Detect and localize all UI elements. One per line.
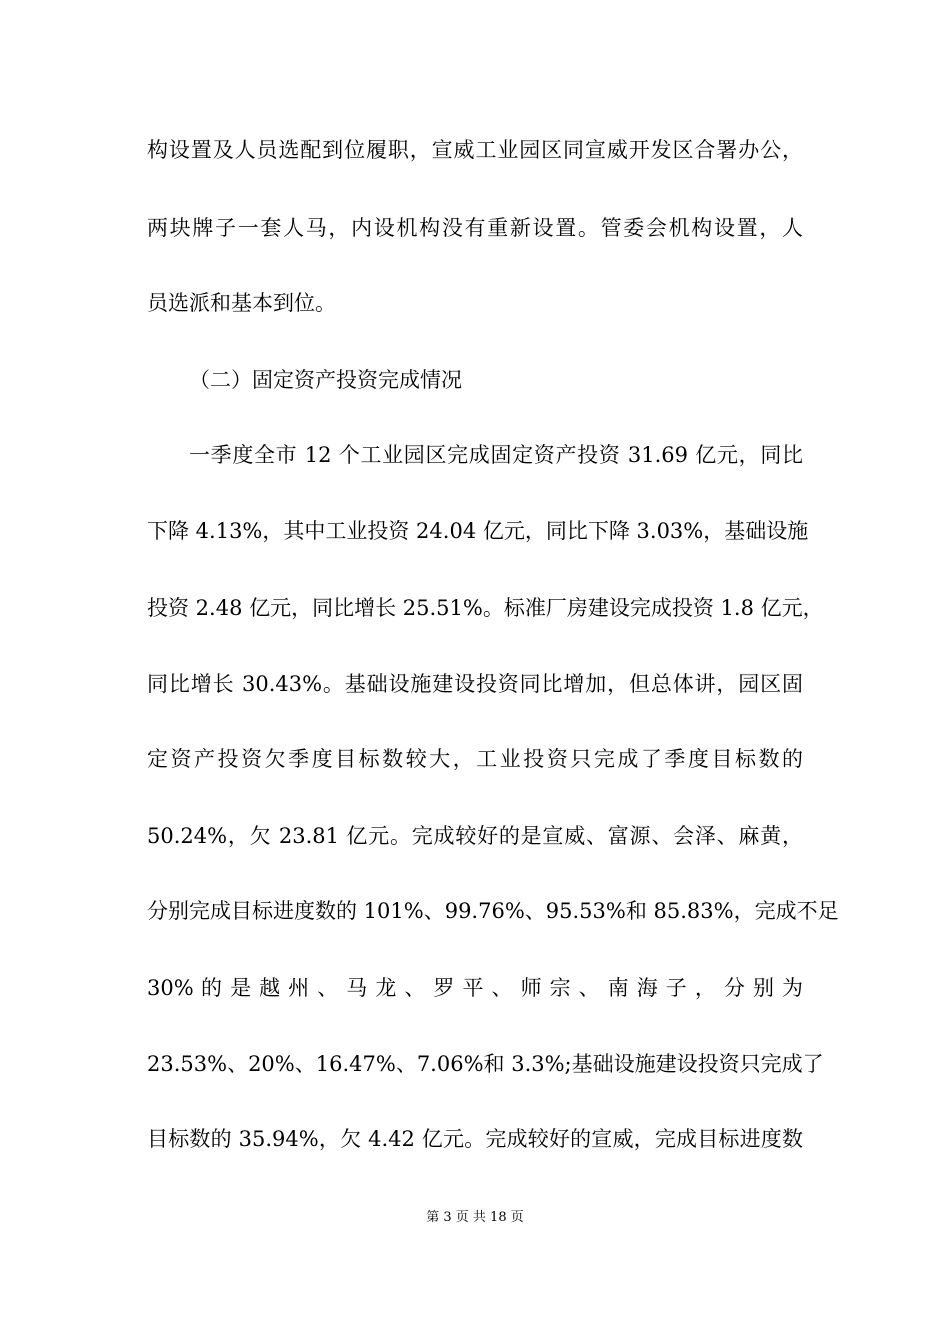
paragraph-line: 构设置及人员选配到位履职，宣威工业园区同宣威开发区合署办公， [147, 138, 803, 162]
paragraph-line: 两块牌子一套人马，内设机构没有重新设置。管委会机构设置，人 [147, 216, 803, 240]
paragraph-line: 定资产投资欠季度目标数较大，工业投资只完成了季度目标数的 [147, 747, 803, 771]
paragraph-line: 目标数的 35.94%，欠 4.42 亿元。完成较好的宣威，完成目标进度数 [147, 1127, 803, 1151]
paragraph-line: 50.24%，欠 23.81 亿元。完成较好的是宣威、富源、会泽、麻黄， [147, 824, 803, 848]
paragraph-line: 下降 4.13%，其中工业投资 24.04 亿元，同比下降 3.03%，基础设施 [147, 519, 809, 543]
section-heading: （二）固定资产投资完成情况 [189, 368, 462, 392]
paragraph-line: 23.53%、20%、16.47%、7.06%和 3.3%;基础设施建设投资只完成了 [147, 1052, 824, 1076]
page-number-footer: 第 3 页 共 18 页 [426, 1210, 524, 1225]
paragraph-line: 员选派和基本到位。 [147, 291, 336, 315]
paragraph-line: 投资 2.48 亿元，同比增长 25.51%。标准厂房建设完成投资 1.8 亿元， [147, 596, 824, 620]
paragraph-line: 同比增长 30.43%。基础设施建设投资同比增加，但总体讲，园区固 [147, 672, 803, 696]
paragraph-line: 一季度全市 12 个工业园区完成固定资产投资 31.69 亿元，同比 [189, 443, 803, 467]
paragraph-line: 分别完成目标进度数的 101%、99.76%、95.53%和 85.83%，完成不足 [147, 899, 839, 923]
paragraph-line: 30% 的 是 越 州 、 马 龙 、 罗 平 、 师 宗 、 南 海 子 ， 分 别 为 [147, 976, 803, 1000]
